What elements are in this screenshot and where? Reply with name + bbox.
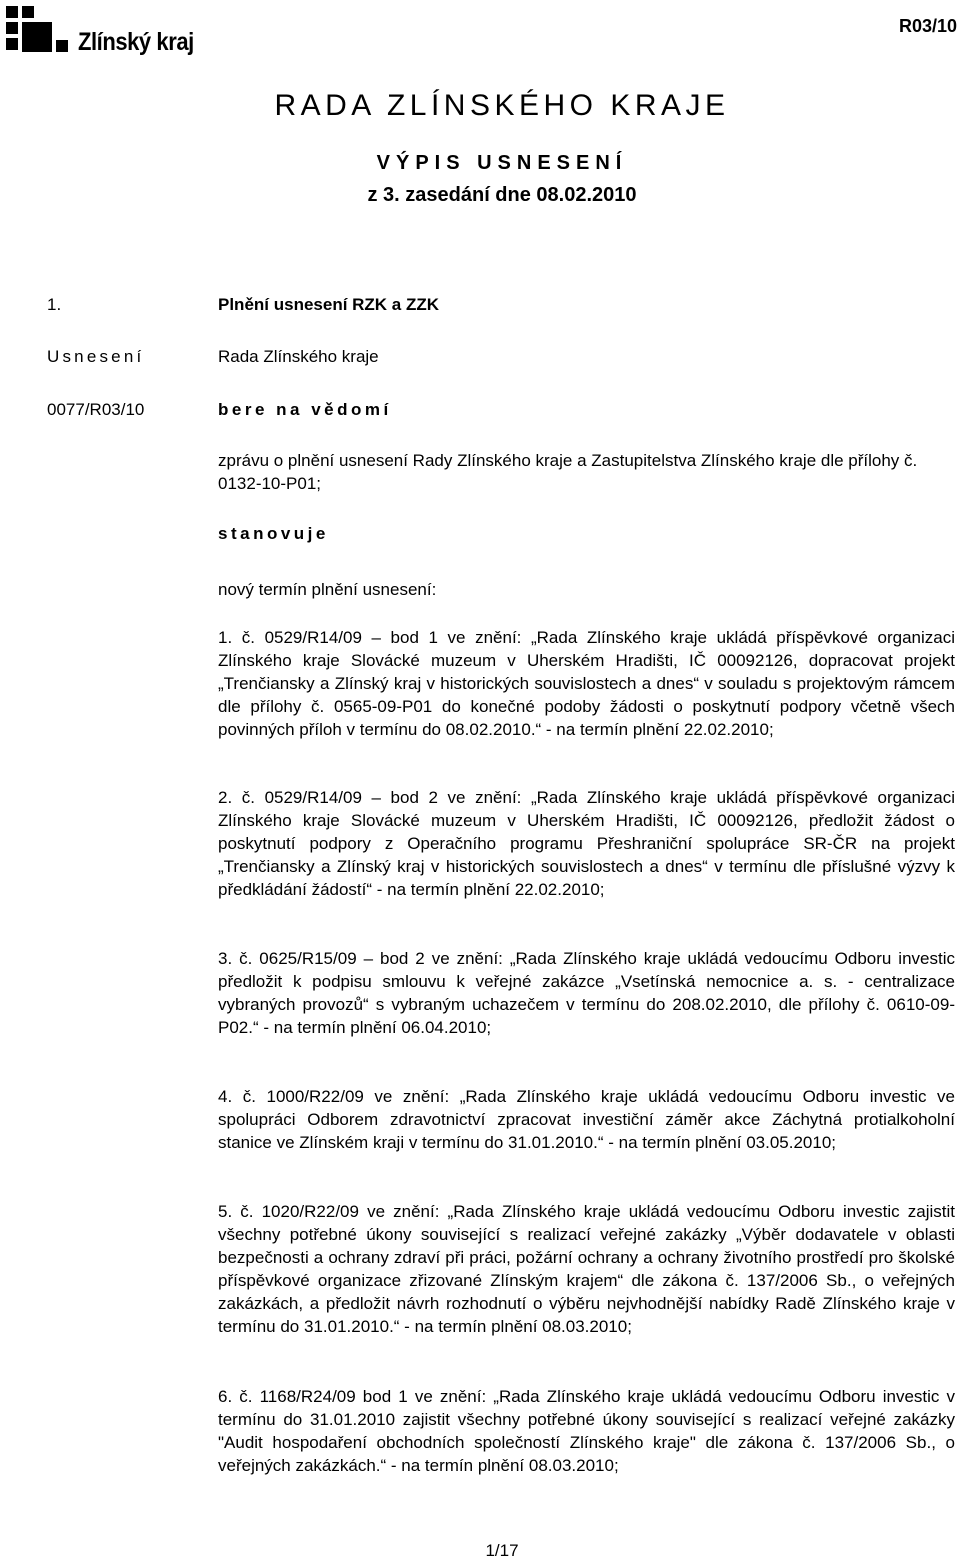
text-novy-termin: nový termín plnění usnesení: <box>218 580 437 599</box>
point-2: 2. č. 0529/R14/09 – bod 2 ve znění: „Rada Zlínského kraje ukládá příspěvkové organizaci Zlínského kraje Slovácké muzeum v Uherském Hradišti, IČ 00092126, předložit žádost o poskytnutí podpory z Operačního programu Přeshraniční spolupráce SR-ČR na projekt „Trenčiansky a Zlínský kraj v historických souvislostech a dnes“ v termínu dle příslušné výzvy k předkládání žádostí“ - na termín plnění 22.02.2010; <box>218 788 955 899</box>
verb-bere-na-vedomi: bere na vědomí <box>218 400 392 419</box>
point-5: 5. č. 1020/R22/09 ve znění: „Rada Zlínského kraje ukládá vedoucímu Odboru investic zajistit všechny potřebné úkony související s realizací veřejné zakázky „Výběr dodavatele v oblasti bezpečnosti a ochrany zdraví při práci, požární ochrany a ochrany životního prostředí pro školské příspěvkové organizace zřizované Zlínským krajem“ dle zákona č. 137/2006 Sb., o veřejných zakázkách, a předložit návrh rozhodnutí o výběru nejvhodnější nabídky Radě Zlínského kraje v termínu do 31.01.2010.“ - na termín plnění 08.03.2010; <box>218 1202 955 1336</box>
logo-text: Zlínský kraj <box>78 28 194 56</box>
document-title: RADA ZLÍNSKÉHO KRAJE <box>274 89 730 122</box>
issuing-body: Rada Zlínského kraje <box>218 347 379 366</box>
resolution-number: 0077/R03/10 <box>47 400 145 419</box>
document-subtitle: VÝPIS USNESENÍ <box>376 152 628 174</box>
session-line: z 3. zasedání dne 08.02.2010 <box>367 184 637 206</box>
document-code: R03/10 <box>898 16 957 36</box>
point-3: 3. č. 0625/R15/09 – bod 2 ve znění: „Rada Zlínského kraje ukládá vedoucímu Odboru investic předložit k podpisu smlouvu k veřejné zakázce „Vsetínská nemocnice a. s. - centralizace vybraných provozů“ s vybraným uchazečem v termínu do 208.02.2010, dle přílohy č. 0610-09-P02.“ - na termín plnění 06.04.2010; <box>218 949 955 1037</box>
point-1: 1. č. 0529/R14/09 – bod 1 ve znění: „Rada Zlínského kraje ukládá příspěvkové organizaci Zlínského kraje Slovácké muzeum v Uherském Hradišti, IČ 00092126, dopracovat projekt „Trenčiansky a Zlínský kraj v historických souvislostech a dnes“ v souladu s projektovým rámcem dle přílohy č. 0565-09-P01 do konečné podoby žádosti o poskytnutí podpory včetně všech povinných příloh v termínu do 08.02.2010.“ - na termín plnění 22.02.2010; <box>218 628 955 739</box>
logo-squares-icon <box>6 6 68 54</box>
zlinsky-kraj-logo <box>6 6 194 56</box>
point-6: 6. č. 1168/R24/09 bod 1 ve znění: „Rada Zlínského kraje ukládá vedoucímu Odboru investic v termínu do 31.01.2010 zajistit všechny potřebné úkony související s realizací veřejné zakázky "Audit hospodaření obchodních společností Zlínského kraje" dle zákona č. 137/2006 Sb., o veřejných zakázkách.“ - na termín plnění 08.03.2010; <box>218 1387 955 1475</box>
verb-stanovuje: stanovuje <box>218 524 329 543</box>
text-zprava: zprávu o plnění usnesení Rady Zlínského kraje a Zastupitelstva Zlínského kraje dle přílohy č. 0132-10-P01; <box>218 451 918 493</box>
usneseni-label: Usnesení <box>47 347 145 366</box>
item-heading: Plnění usnesení RZK a ZZK <box>218 295 440 314</box>
point-4: 4. č. 1000/R22/09 ve znění: „Rada Zlínského kraje ukládá vedoucímu Odboru investic ve spolupráci Odborem zdravotnictví zpracovat investiční záměr akce Záchytná protialkoholní stanice ve Zlínském kraji v termínu do 31.01.2010.“ - na termín plnění 03.05.2010; <box>218 1087 955 1152</box>
page-number: 1/17 <box>485 1541 519 1560</box>
item-number: 1. <box>47 295 62 314</box>
